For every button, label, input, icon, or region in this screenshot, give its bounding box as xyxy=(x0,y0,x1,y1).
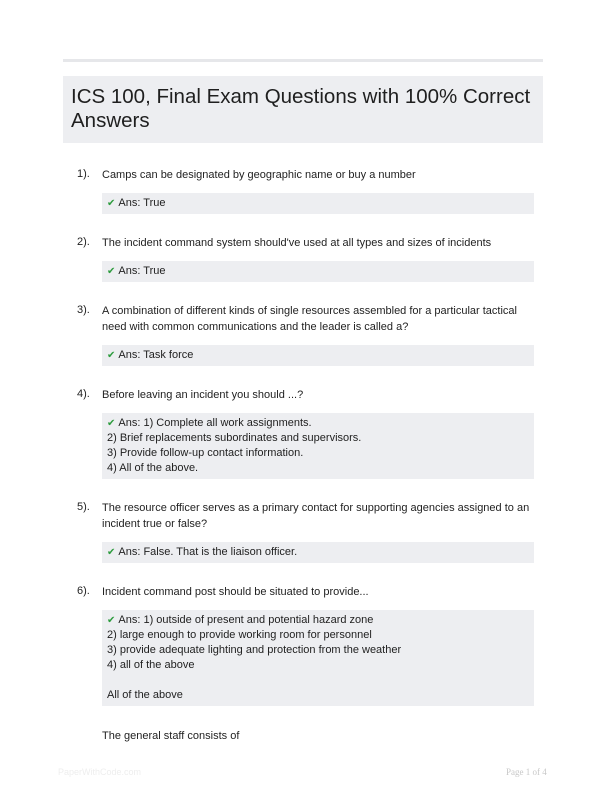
answer-line: 4) All of the above. xyxy=(107,462,199,474)
question-text: A combination of different kinds of single resources assembled for a particular tactical need with common communications and the leader is called a? xyxy=(102,305,517,333)
answer-box xyxy=(102,261,534,282)
title-box xyxy=(63,76,543,143)
check-icon: ✔ xyxy=(107,266,116,277)
answer-box xyxy=(102,542,534,563)
answer-line: 4) all of the above xyxy=(107,659,195,671)
check-icon: ✔ xyxy=(107,198,116,209)
question-text: The resource officer serves as a primary contact for supporting agencies assigned to an incident true or false? xyxy=(102,502,530,530)
answer-line: ✔ Ans: 1) outside of present and potential hazard zone xyxy=(107,614,374,626)
answer-line: ✔ Ans: True xyxy=(107,265,166,277)
answer-line: All of the above xyxy=(107,689,183,701)
answer-box xyxy=(102,610,534,706)
answer-line: 3) provide adequate lighting and protection from the weather xyxy=(107,644,402,656)
question-text: The incident command system should've used at all types and sizes of incidents xyxy=(102,237,492,249)
question-text: Camps can be designated by geographic name or buy a number xyxy=(102,169,416,181)
answer-box xyxy=(102,193,534,214)
question-number: 5). xyxy=(77,501,90,513)
page-number: Page 1 of 4 xyxy=(506,767,547,777)
question-number: 1). xyxy=(77,168,90,180)
answer-box xyxy=(102,413,534,479)
answer-line: 3) Provide follow-up contact information. xyxy=(107,447,304,459)
top-rule xyxy=(63,59,543,62)
answer-line: ✔ Ans: 1) Complete all work assignments. xyxy=(107,417,312,429)
answer-line: 2) large enough to provide working room for personnel xyxy=(107,629,372,641)
question-text: The general staff consists of xyxy=(102,730,240,742)
answer-line: 2) Brief replacements subordinates and supervisors. xyxy=(107,432,362,444)
question-number: 4). xyxy=(77,388,90,400)
answer-line: ✔ Ans: False. That is the liaison officer. xyxy=(107,546,298,558)
check-icon: ✔ xyxy=(107,350,116,361)
question-text: Incident command post should be situated to provide... xyxy=(102,586,369,598)
page-title: ICS 100, Final Exam Questions with 100% Correct Answers xyxy=(71,85,531,132)
question-number: 6). xyxy=(77,585,90,597)
answer-line xyxy=(107,673,529,688)
question-number: 3). xyxy=(77,304,90,316)
check-icon: ✔ xyxy=(107,418,116,429)
footer-watermark: PaperWithCode.com xyxy=(58,767,142,777)
check-icon: ✔ xyxy=(107,615,116,626)
answer-line: ✔ Ans: Task force xyxy=(107,349,194,361)
answer-box xyxy=(102,345,534,366)
question-number: 2). xyxy=(77,236,90,248)
question-text: Before leaving an incident you should ...? xyxy=(102,389,304,401)
check-icon: ✔ xyxy=(107,547,116,558)
answer-line: ✔ Ans: True xyxy=(107,197,166,209)
